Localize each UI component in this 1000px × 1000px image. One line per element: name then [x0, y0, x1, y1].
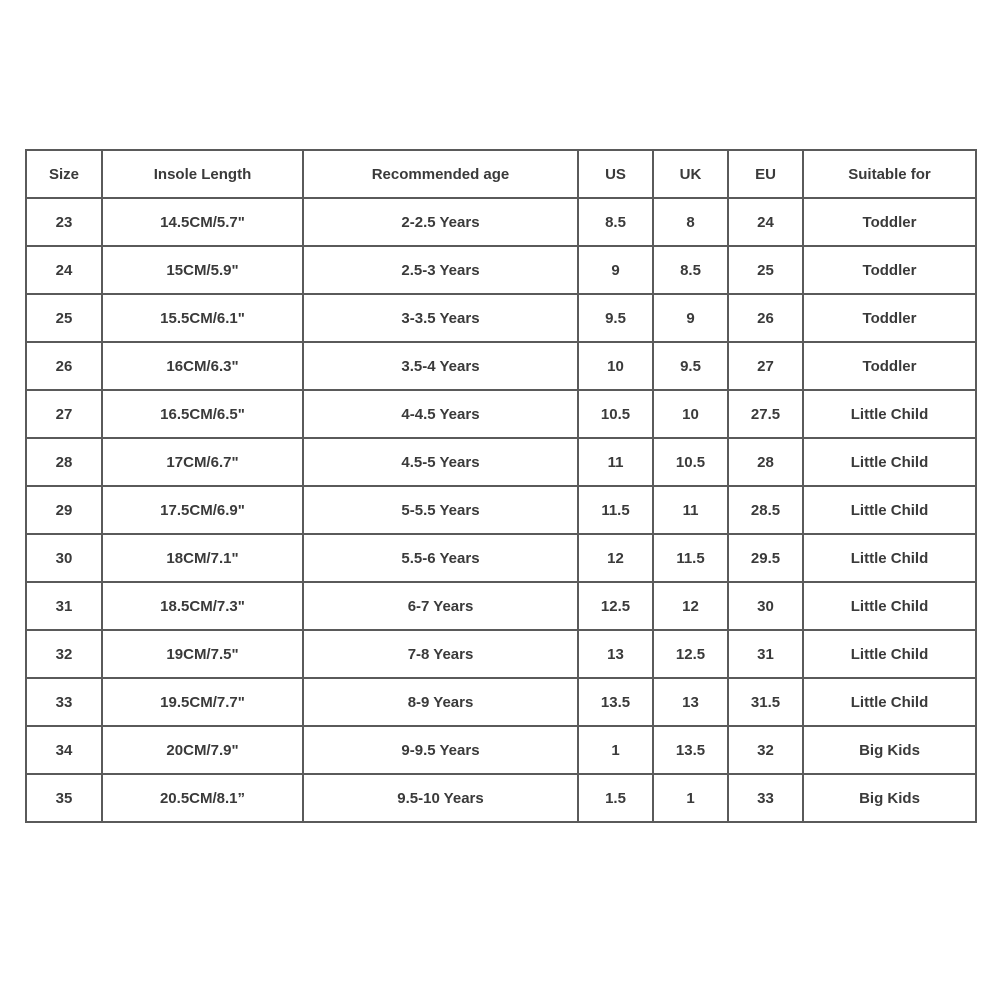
header-suitable-for: Suitable for — [803, 150, 976, 198]
cell-uk: 10.5 — [653, 438, 728, 486]
cell-suitable-for: Big Kids — [803, 774, 976, 822]
table-row — [26, 438, 976, 486]
cell-size: 35 — [26, 774, 102, 822]
header-row — [26, 150, 976, 198]
cell-us: 11.5 — [578, 486, 653, 534]
table-body — [26, 198, 976, 822]
cell-suitable-for: Little Child — [803, 630, 976, 678]
cell-eu: 31.5 — [728, 678, 803, 726]
cell-insole-length: 19.5CM/7.7" — [102, 678, 303, 726]
cell-suitable-for: Little Child — [803, 390, 976, 438]
cell-size: 28 — [26, 438, 102, 486]
cell-uk: 13 — [653, 678, 728, 726]
cell-suitable-for: Big Kids — [803, 726, 976, 774]
table-row — [26, 774, 976, 822]
cell-insole-length: 15CM/5.9" — [102, 246, 303, 294]
cell-uk: 9.5 — [653, 342, 728, 390]
cell-suitable-for: Little Child — [803, 678, 976, 726]
cell-uk: 1 — [653, 774, 728, 822]
header-uk: UK — [653, 150, 728, 198]
cell-insole-length: 18.5CM/7.3" — [102, 582, 303, 630]
cell-uk: 11.5 — [653, 534, 728, 582]
cell-insole-length: 20.5CM/8.1” — [102, 774, 303, 822]
table-header — [26, 150, 976, 198]
cell-size: 32 — [26, 630, 102, 678]
header-insole-length: Insole Length — [102, 150, 303, 198]
cell-recommended-age: 9.5-10 Years — [303, 774, 578, 822]
cell-recommended-age: 2-2.5 Years — [303, 198, 578, 246]
table-row — [26, 294, 976, 342]
cell-uk: 12.5 — [653, 630, 728, 678]
cell-suitable-for: Toddler — [803, 198, 976, 246]
cell-us: 1 — [578, 726, 653, 774]
table-row — [26, 198, 976, 246]
cell-suitable-for: Little Child — [803, 534, 976, 582]
cell-us: 11 — [578, 438, 653, 486]
table-row — [26, 534, 976, 582]
cell-suitable-for: Little Child — [803, 486, 976, 534]
header-eu: EU — [728, 150, 803, 198]
cell-size: 29 — [26, 486, 102, 534]
cell-recommended-age: 4-4.5 Years — [303, 390, 578, 438]
table-row — [26, 630, 976, 678]
cell-uk: 12 — [653, 582, 728, 630]
cell-eu: 24 — [728, 198, 803, 246]
cell-insole-length: 14.5CM/5.7" — [102, 198, 303, 246]
cell-size: 30 — [26, 534, 102, 582]
cell-eu: 28 — [728, 438, 803, 486]
cell-us: 1.5 — [578, 774, 653, 822]
size-chart-table — [25, 149, 977, 823]
table-row — [26, 726, 976, 774]
cell-eu: 31 — [728, 630, 803, 678]
cell-us: 13.5 — [578, 678, 653, 726]
cell-recommended-age: 3-3.5 Years — [303, 294, 578, 342]
cell-insole-length: 20CM/7.9" — [102, 726, 303, 774]
cell-recommended-age: 7-8 Years — [303, 630, 578, 678]
cell-insole-length: 17CM/6.7" — [102, 438, 303, 486]
cell-eu: 25 — [728, 246, 803, 294]
cell-size: 33 — [26, 678, 102, 726]
header-size: Size — [26, 150, 102, 198]
cell-us: 12.5 — [578, 582, 653, 630]
cell-recommended-age: 2.5-3 Years — [303, 246, 578, 294]
cell-uk: 11 — [653, 486, 728, 534]
table-row — [26, 678, 976, 726]
cell-recommended-age: 5-5.5 Years — [303, 486, 578, 534]
cell-eu: 30 — [728, 582, 803, 630]
cell-size: 31 — [26, 582, 102, 630]
cell-insole-length: 16CM/6.3" — [102, 342, 303, 390]
cell-eu: 29.5 — [728, 534, 803, 582]
cell-eu: 32 — [728, 726, 803, 774]
cell-us: 8.5 — [578, 198, 653, 246]
cell-eu: 27 — [728, 342, 803, 390]
cell-insole-length: 17.5CM/6.9" — [102, 486, 303, 534]
cell-insole-length: 16.5CM/6.5" — [102, 390, 303, 438]
cell-recommended-age: 8-9 Years — [303, 678, 578, 726]
cell-uk: 13.5 — [653, 726, 728, 774]
cell-us: 9.5 — [578, 294, 653, 342]
cell-recommended-age: 9-9.5 Years — [303, 726, 578, 774]
cell-us: 9 — [578, 246, 653, 294]
cell-size: 34 — [26, 726, 102, 774]
cell-recommended-age: 4.5-5 Years — [303, 438, 578, 486]
cell-suitable-for: Toddler — [803, 246, 976, 294]
cell-size: 23 — [26, 198, 102, 246]
cell-insole-length: 19CM/7.5" — [102, 630, 303, 678]
cell-eu: 27.5 — [728, 390, 803, 438]
cell-eu: 28.5 — [728, 486, 803, 534]
cell-size: 27 — [26, 390, 102, 438]
cell-eu: 26 — [728, 294, 803, 342]
table-row — [26, 342, 976, 390]
table-row — [26, 246, 976, 294]
table-row — [26, 390, 976, 438]
cell-uk: 10 — [653, 390, 728, 438]
cell-uk: 8 — [653, 198, 728, 246]
cell-us: 10 — [578, 342, 653, 390]
cell-eu: 33 — [728, 774, 803, 822]
cell-us: 13 — [578, 630, 653, 678]
cell-size: 25 — [26, 294, 102, 342]
cell-us: 12 — [578, 534, 653, 582]
cell-suitable-for: Little Child — [803, 438, 976, 486]
cell-size: 24 — [26, 246, 102, 294]
cell-uk: 9 — [653, 294, 728, 342]
cell-us: 10.5 — [578, 390, 653, 438]
cell-recommended-age: 6-7 Years — [303, 582, 578, 630]
cell-uk: 8.5 — [653, 246, 728, 294]
cell-recommended-age: 5.5-6 Years — [303, 534, 578, 582]
cell-insole-length: 18CM/7.1" — [102, 534, 303, 582]
cell-suitable-for: Little Child — [803, 582, 976, 630]
table-row — [26, 486, 976, 534]
cell-size: 26 — [26, 342, 102, 390]
header-recommended-age: Recommended age — [303, 150, 578, 198]
cell-insole-length: 15.5CM/6.1" — [102, 294, 303, 342]
table-row — [26, 582, 976, 630]
header-us: US — [578, 150, 653, 198]
cell-recommended-age: 3.5-4 Years — [303, 342, 578, 390]
cell-suitable-for: Toddler — [803, 342, 976, 390]
cell-suitable-for: Toddler — [803, 294, 976, 342]
